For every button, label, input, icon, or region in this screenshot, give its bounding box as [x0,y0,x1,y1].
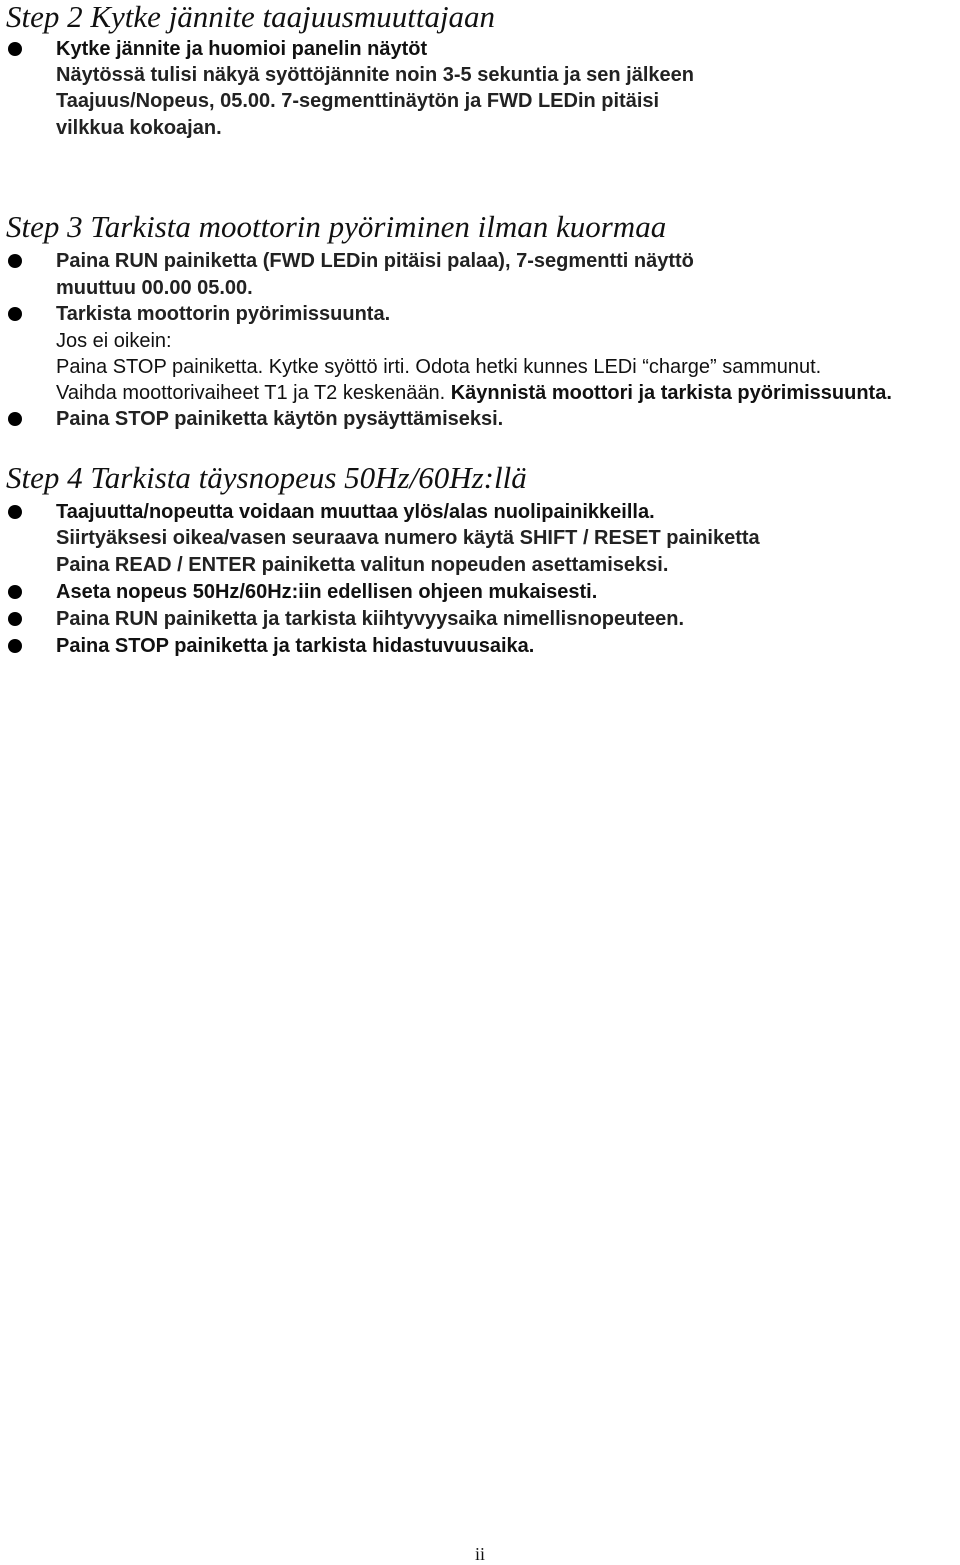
step3-sub1: Jos ei oikein: [56,330,172,352]
step2-bullet1-line1: Kytke jännite ja huomioi panelin näytöt [56,38,428,60]
bullet-dot [8,585,22,599]
bullet-dot [8,639,22,653]
step2-bullet1-line3: Taajuus/Nopeus, 05.00. 7-segmenttinäytön ja FWD LEDin pitäisi [56,90,660,112]
step4-bullet3-line1: Paina RUN painiketta ja tarkista kiihtyvyysaika nimellisnopeuteen. [56,608,685,630]
step4-bullet1-line3: Paina READ / ENTER painiketta valitun nopeuden asettamiseksi. [56,554,669,576]
bullet-dot [8,307,22,321]
step2-bullet1-line2: Näytössä tulisi näkyä syöttöjännite noin 3-5 sekuntia ja sen jälkeen [56,64,694,86]
step3-sub3-bold: Käynnistä moottori ja tarkista pyörimissuunta. [450,382,892,404]
bullet-dot [8,254,22,268]
step4-bullet2-line1: Aseta nopeus 50Hz/60Hz:iin edellisen ohjeen mukaisesti. [56,581,598,603]
step2-bullet1-line4: vilkkua kokoajan. [56,117,222,139]
bullet-dot [8,42,22,56]
step3-sub3-normal: Vaihda moottorivaiheet T1 ja T2 keskenään. [56,382,451,404]
step4-bullet4-line1: Paina STOP painiketta ja tarkista hidastuvuusaika. [56,635,535,657]
step2-heading: Step 2 Kytke jännite taajuusmuuttajaan [6,0,496,34]
step3-bullet2-line1: Tarkista moottorin pyörimissuunta. [56,303,391,325]
step4-heading: Step 4 Tarkista täysnopeus 50Hz/60Hz:llä [6,460,527,495]
step4-bullet1-line1: Taajuutta/nopeutta voidaan muuttaa ylös/alas nuolipainikkeilla. [56,501,655,523]
step3-heading: Step 3 Tarkista moottorin pyöriminen ilman kuormaa [6,209,667,244]
step3-bullet1-line2: muuttuu 00.00 05.00. [56,277,253,299]
step3-bullet3-line1: Paina STOP painiketta käytön pysäyttämiseksi. [56,408,504,430]
page-number: ii [474,1544,485,1564]
step4-bullet1-line2: Siirtyäksesi oikea/vasen seuraava numero käytä SHIFT / RESET painiketta [56,527,760,549]
step3-sub3 [56,380,892,406]
step3-sub2: Paina STOP painiketta. Kytke syöttö irti. Odota hetki kunnes LEDi “charge” sammunut. [56,356,822,378]
bullet-dot [8,505,22,519]
step3-bullet1-line1: Paina RUN painiketta (FWD LEDin pitäisi palaa), 7-segmentti näyttö [56,250,694,272]
bullet-dot [8,412,22,426]
bullet-dot [8,612,22,626]
